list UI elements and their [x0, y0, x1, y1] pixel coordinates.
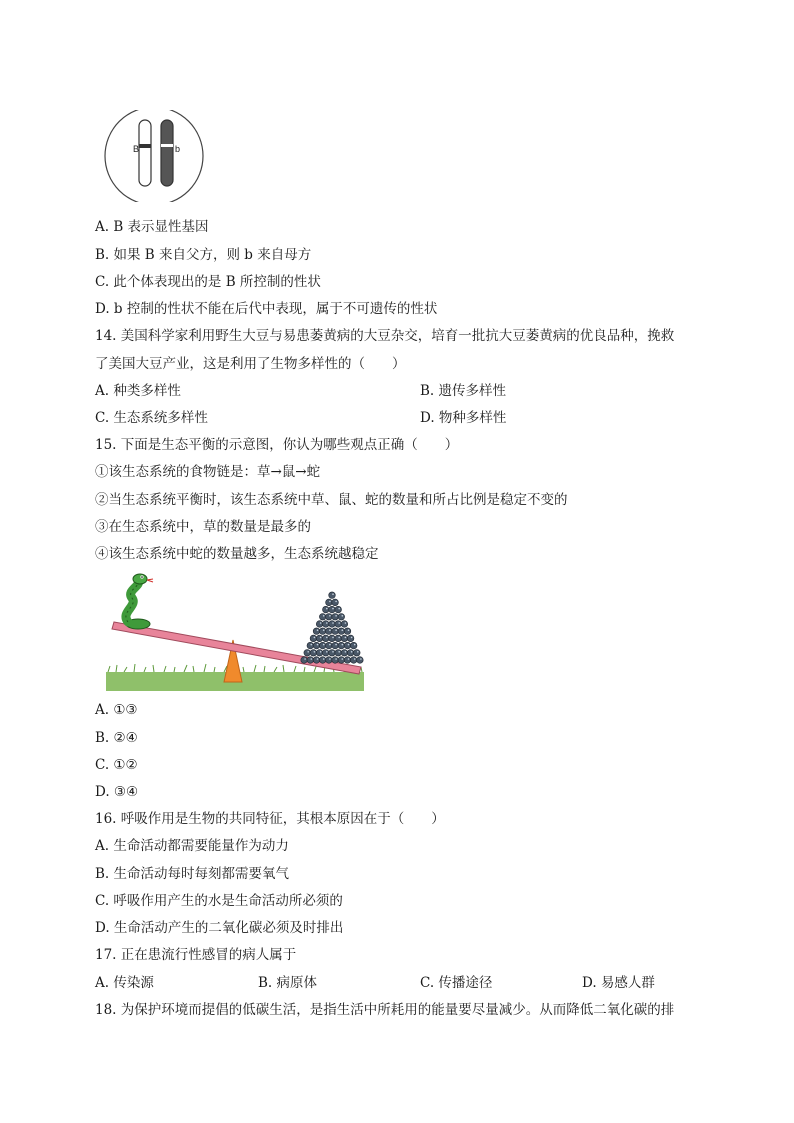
q14-option-a: A. 种类多样性: [95, 383, 181, 399]
mice-pyramid-illustration: [301, 592, 363, 663]
q17-option-c: C. 传播途径: [420, 975, 493, 991]
q15-statement-2: ②当生态系统平衡时，该生态系统中草、鼠、蛇的数量和所占比例是稳定不变的: [95, 492, 568, 508]
q15-option-a: A. ①③: [95, 702, 138, 718]
q16-stem: 16. 呼吸作用是生物的共同特征，其根本原因在于（ ）: [95, 811, 445, 827]
q17-option-b: B. 病原体: [258, 975, 318, 991]
q15-option-c: C. ①②: [95, 757, 138, 773]
q15-stem: 15. 下面是生态平衡的示意图，你认为哪些观点正确（ ）: [95, 437, 459, 453]
q17-stem: 17. 正在患流行性感冒的病人属于: [95, 947, 297, 963]
q15-statement-3: ③在生态系统中，草的数量是最多的: [95, 519, 311, 535]
q13-option-c: C. 此个体表现出的是 B 所控制的性状: [95, 274, 321, 290]
chromosome-figure: [103, 110, 205, 202]
gene-label-B: B: [133, 144, 140, 154]
q16-option-b: B. 生命活动每时每刻都需要氧气: [95, 866, 290, 882]
q16-option-a: A. 生命活动都需要能量作为动力: [95, 838, 289, 854]
gene-label-b: b: [175, 144, 181, 154]
q14-option-c: C. 生态系统多样性: [95, 410, 208, 426]
q17-option-a: A. 传染源: [95, 975, 154, 991]
q13-option-d: D. b 控制的性状不能在后代中表现，属于不可遗传的性状: [95, 301, 438, 317]
q14-option-d: D. 物种多样性: [420, 410, 507, 426]
q18-stem-line1: 18. 为保护环境而提倡的低碳生活，是指生活中所耗用的能量要尽量减少。从而降低二氧化碳的排: [95, 1002, 675, 1018]
q16-option-c: C. 呼吸作用产生的水是生命活动所必须的: [95, 893, 343, 909]
q15-option-b: B. ②④: [95, 730, 138, 746]
snake-illustration: [126, 574, 153, 629]
q13-option-a: A. B 表示显性基因: [95, 219, 209, 235]
ecological-balance-seesaw-figure: [106, 572, 366, 692]
q15-option-d: D. ③④: [95, 784, 139, 800]
q14-stem-line1: 14. 美国科学家利用野生大豆与易患萎黄病的大豆杂交，培育一批抗大豆萎黄病的优良品种，挽救: [95, 328, 675, 344]
q14-option-b: B. 遗传多样性: [420, 383, 507, 399]
q17-option-d: D. 易感人群: [582, 975, 655, 991]
q15-statement-4: ④该生态系统中蛇的数量越多，生态系统越稳定: [95, 546, 379, 562]
q14-stem-line2: 了美国大豆产业，这是利用了生物多样性的（ ）: [95, 356, 406, 372]
q13-option-b: B. 如果 B 来自父方，则 b 来自母方: [95, 247, 312, 263]
q16-option-d: D. 生命活动产生的二氧化碳必须及时排出: [95, 920, 344, 936]
q15-statement-1: ①该生态系统的食物链是：草→鼠→蛇: [95, 464, 321, 480]
